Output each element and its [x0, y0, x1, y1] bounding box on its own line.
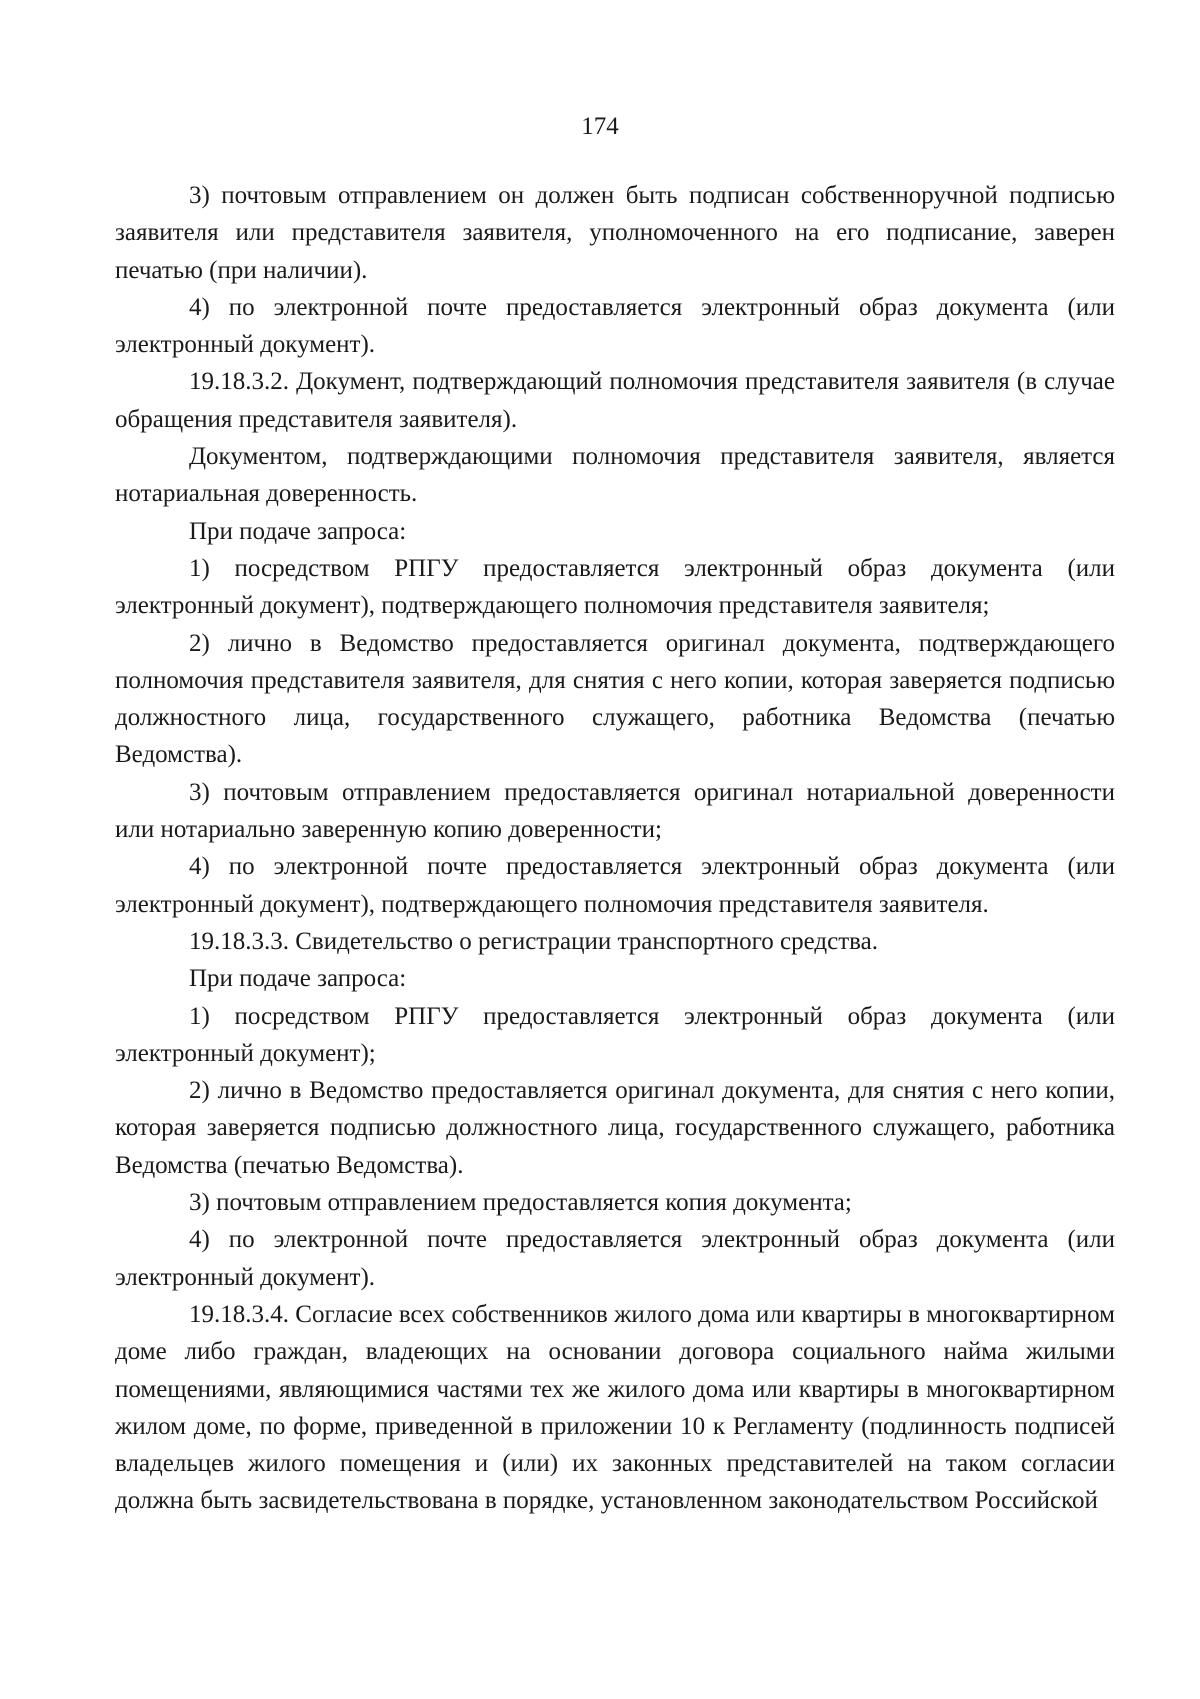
paragraph-item-4-email: 4) по электронной почте предоставляется электронный образ документа (или электронный документ). [115, 293, 1115, 359]
paragraph-request-intro: При подаче запроса: [189, 517, 407, 545]
paragraph-item-1-rpgu: 1) посредством РПГУ предоставляется электронный образ документа (или электронный документ); [115, 1002, 1115, 1067]
document-body [115, 177, 1115, 1520]
paragraph-item-2-in-person: 2) лично в Ведомство предоставляется оригинал документа, подтверждающего полномочия представителя заявителя, для снятия с него копии, которая заверяется подписью должностного лица, государственного служащего, работника Ведомства (печатью Ведомства). [115, 629, 1115, 769]
paragraph-section-19-18-3-2: 19.18.3.2. Документ, подтверждающий полномочия представителя заявителя (в случае обращения представителя заявителя). [115, 368, 1115, 433]
paragraph-item-3-mail: 3) почтовым отправлением предоставляется копия документа; [189, 1189, 852, 1217]
paragraph-item-4-email: 4) по электронной почте предоставляется электронный образ документа (или электронный документ), подтверждающего полномочия представителя заявителя. [115, 853, 1115, 918]
paragraph-item-3-mail: 3) почтовым отправлением он должен быть подписан собственноручной подписью заявителя или представителя заявителя, уполномоченного на его подписание, заверен печатью (при наличии). [115, 182, 1115, 284]
paragraph-section-19-18-3-4: 19.18.3.4. Согласие всех собственников жилого дома или квартиры в многоквартирном доме либо граждан, владеющих на основании договора социального найма жилыми помещениями, являющимися частями тех же жилого дома или квартиры в многоквартирном жилом доме, по форме, приведенной в приложении 10 к Регламенту (подлинность подписей владельцев жилого помещения и (или) их законных представителей на таком согласии должна быть засвидетельствована в порядке, установленном законодательством Российской [115, 1300, 1115, 1515]
paragraph-request-intro: При подаче запроса: [189, 965, 407, 993]
paragraph-notarial-proxy: Документом, подтверждающими полномочия представителя заявителя, является нотариальная доверенность. [115, 443, 1115, 508]
paragraph-item-4-email: 4) по электронной почте предоставляется электронный образ документа (или электронный документ). [115, 1226, 1115, 1291]
page-number: 174 [581, 113, 619, 140]
paragraph-section-19-18-3-3: 19.18.3.3. Свидетельство о регистрации транспортного средства. [189, 927, 878, 955]
paragraph-item-2-in-person: 2) лично в Ведомство предоставляется оригинал документа, для снятия с него копии, которая заверяется подписью должностного лица, государственного служащего, работника Ведомства (печатью Ведомства). [115, 1077, 1115, 1179]
paragraph-item-1-rpgu: 1) посредством РПГУ предоставляется электронный образ документа (или электронный документ), подтверждающего полномочия представителя заявителя; [115, 554, 1115, 620]
paragraph-item-3-mail: 3) почтовым отправлением предоставляется оригинал нотариальной доверенности или нотариально заверенную копию доверенности; [115, 778, 1115, 844]
